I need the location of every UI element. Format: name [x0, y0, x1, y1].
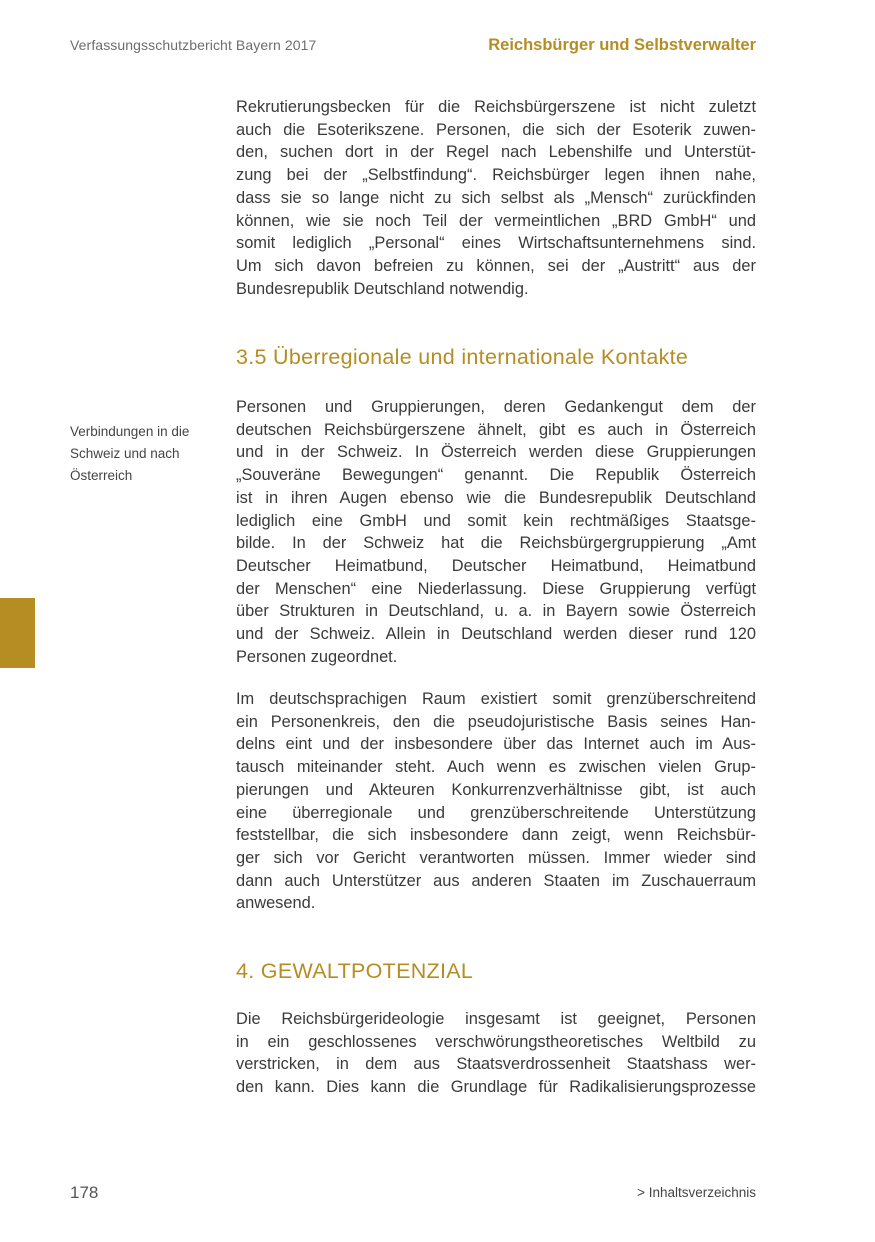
text-line: Rekrutierungsbecken für die Reichsbürgerszene ist nicht zuletzt: [236, 98, 756, 116]
text-line: können, wie sie noch Teil der vermeintlichen „BRD GmbH“ und: [236, 211, 756, 230]
text-line: somit lediglich „Personal“ eines Wirtschaftsunternehmens sind.: [236, 234, 756, 253]
text-line: Deutscher Heimatbund, Deutscher Heimatbund, Heimatbund: [236, 556, 756, 575]
text-line: Um sich davon befreien zu können, sei der „Austritt“ aus der: [236, 256, 756, 275]
text-line: bilde. In der Schweiz hat die Reichsbürgergruppierung „Amt: [236, 534, 756, 553]
text-line: zung bei der „Selbstfindung“. Reichsbürger legen ihnen nahe,: [236, 166, 756, 185]
section-heading-3-5: 3.5 Überregionale und internationale Kontakte: [236, 345, 689, 369]
running-header-report-title: Verfassungsschutzbericht Bayern 2017: [70, 37, 317, 53]
intro-paragraph: [236, 96, 756, 300]
page-number: 178: [70, 1183, 99, 1202]
text-line: delns eint und der insbesondere über das Internet auch im Aus-: [236, 735, 756, 754]
text-line: ist in ihren Augen ebenso wie die Bundesrepublik Deutschland: [236, 488, 756, 507]
text-line: ein Personenkreis, den die pseudojuristische Basis seines Han-: [236, 712, 756, 731]
text-line: den, suchen dort in der Regel nach Lebenshilfe und Unterstüt-: [236, 143, 756, 162]
text-line: Die Reichsbürgerideologie insgesamt ist geeignet, Personen: [236, 1010, 756, 1028]
text-line: tausch miteinander steht. Auch wenn es zwischen vielen Grup-: [236, 758, 756, 777]
text-line: Personen zugeordnet.: [236, 647, 398, 666]
text-line: feststellbar, die sich insbesondere dann zeigt, wenn Reichsbür-: [236, 826, 756, 845]
text-line: anwesend.: [236, 894, 316, 913]
text-line: und der Schweiz. Allein in Deutschland werden dieser rund 120: [236, 625, 756, 644]
text-line: dass sie so lange nicht zu sich selbst als „Mensch“ zurückfinden: [236, 188, 756, 207]
running-header-chapter-title: Reichsbürger und Selbstverwalter: [488, 36, 756, 54]
margin-note-line: Österreich: [70, 468, 133, 483]
section-4-paragraph-1: [236, 1008, 756, 1099]
section-3-5-paragraph-1: [236, 396, 756, 668]
text-line: dann auch Unterstützer aus anderen Staaten im Zuschauerraum: [236, 871, 756, 890]
text-line: „Souveräne Bewegungen“ genannt. Die Republik Österreich: [236, 466, 756, 485]
text-line: eine überregionale und grenzüberschreitende Unterstützung: [236, 803, 756, 822]
table-of-contents-link[interactable]: > Inhaltsverzeichnis: [637, 1185, 756, 1200]
chapter-color-tab: [0, 598, 35, 668]
text-line: auch die Esoterikszene. Personen, die sich der Esoterik zuwen-: [236, 120, 756, 139]
text-line: Bundesrepublik Deutschland notwendig.: [236, 279, 529, 298]
text-line: lediglich eine GmbH und somit kein rechtmäßiges Staatsge-: [236, 511, 756, 530]
text-line: über Strukturen in Deutschland, u. a. in Bayern sowie Österreich: [236, 602, 756, 621]
margin-note-line: Verbindungen in die: [70, 424, 190, 439]
text-line: den kann. Dies kann die Grundlage für Radikalisierungsprozesse: [236, 1078, 756, 1097]
text-line: pierungen und Akteuren Konkurrenzverhältnisse gibt, ist auch: [236, 780, 756, 799]
margin-note: [70, 421, 210, 487]
text-line: Personen und Gruppierungen, deren Gedankengut dem der: [236, 398, 756, 416]
text-line: der Menschen“ eine Niederlassung. Diese Gruppierung verfügt: [236, 579, 756, 598]
margin-note-line: Schweiz und nach: [70, 446, 180, 461]
text-line: verstricken, in dem aus Staatsverdrossenheit Staatshass wer-: [236, 1055, 756, 1074]
text-line: deutschen Reichsbürgerszene ähnelt, gibt es auch in Österreich: [236, 420, 756, 439]
text-line: und in der Schweiz. In Österreich werden diese Gruppierungen: [236, 443, 756, 462]
text-line: ger sich vor Gericht verantworten müssen. Immer wieder sind: [236, 848, 756, 867]
section-heading-4: 4. GEWALTPOTENZIAL: [236, 959, 474, 983]
section-3-5-paragraph-2: [236, 688, 756, 915]
text-line: in ein geschlossenes verschwörungstheoretisches Weltbild zu: [236, 1032, 756, 1051]
text-line: Im deutschsprachigen Raum existiert somit grenzüberschreitend: [236, 690, 756, 708]
